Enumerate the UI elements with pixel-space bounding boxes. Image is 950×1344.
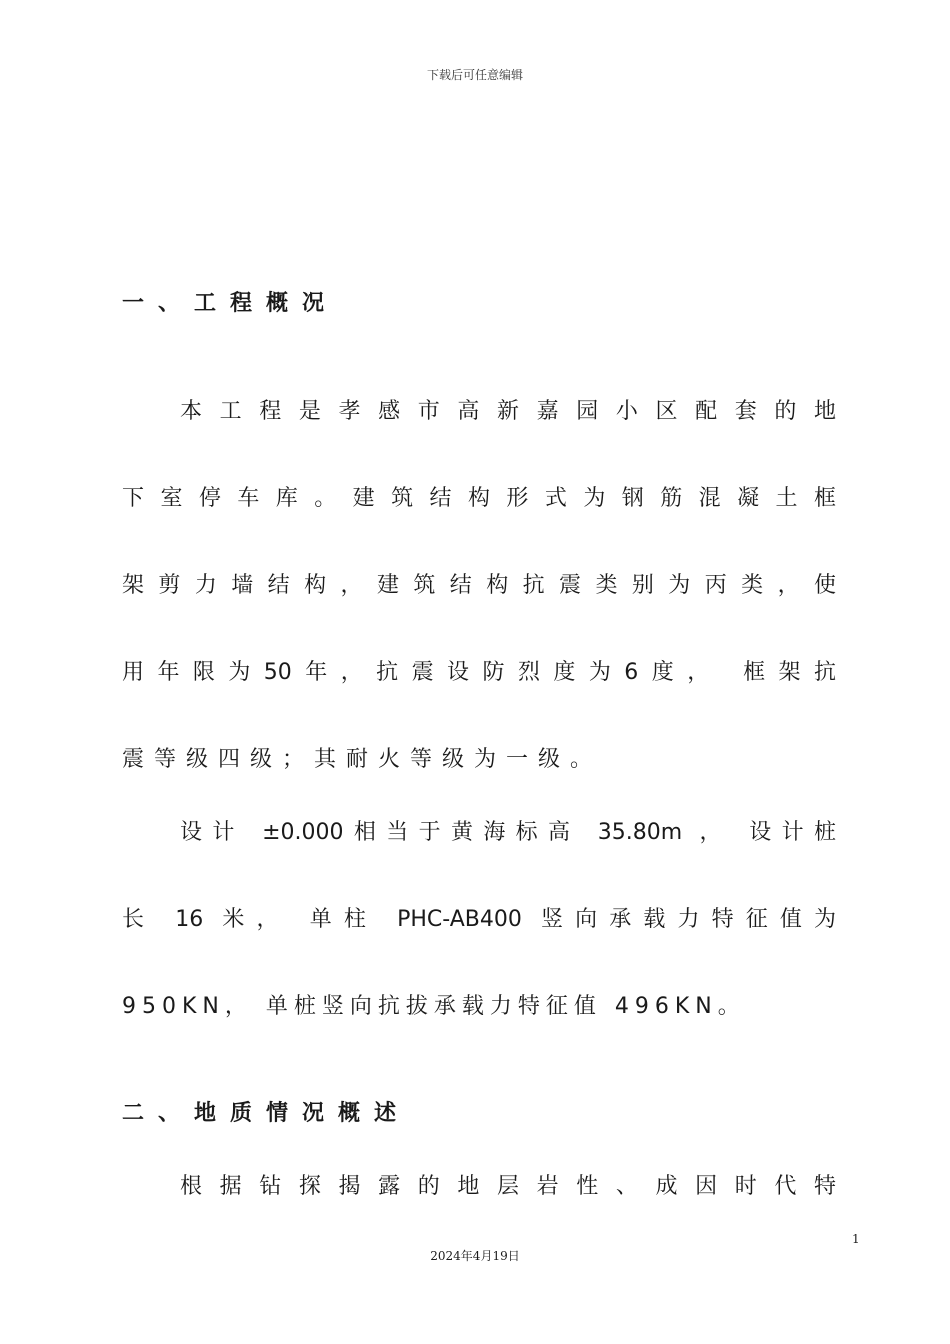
paragraph-line-text: 根据钻探揭露的地层岩性、成因时代特 — [180, 1174, 836, 1199]
paragraph-line — [122, 815, 836, 846]
paragraph-line-text: 设计 ±0.000相当于黄海标高 35.80m ， 设计桩 — [180, 820, 836, 845]
paragraph-line-text: 用年限为50年，抗震设防烈度为6度， 框架抗 — [122, 660, 836, 685]
section-heading-overview: 一、工程概况 — [122, 291, 339, 316]
section-heading-geology: 二、地质情况概述 — [122, 1101, 411, 1126]
page-number: 1 — [852, 1232, 860, 1246]
header-note: 下载后可任意编辑 — [426, 68, 523, 82]
paragraph-line — [122, 902, 836, 933]
paragraph-line-text: 震等级四级；其耐火等级为一级。 — [122, 747, 603, 772]
paragraph-line-text: 本工程是孝感市高新嘉园小区配套的地 — [180, 399, 836, 424]
paragraph-line-text: 长 16 米， 单柱 PHC-AB400 竖向承载力特征值为 — [122, 907, 836, 932]
paragraph-line — [122, 1169, 836, 1200]
paragraph-line — [122, 394, 836, 425]
paragraph-line — [122, 655, 836, 686]
paragraph-line — [122, 742, 836, 773]
footer-date: 2024年4月19日 — [430, 1249, 520, 1263]
paragraph-line-text: 950KN， 单桩竖向抗拔承载力特征值 496KN。 — [122, 994, 746, 1019]
paragraph-line-text: 架剪力墙结构，建筑结构抗震类别为丙类，使 — [122, 573, 836, 598]
paragraph-line — [122, 481, 836, 512]
paragraph-line — [122, 568, 836, 599]
paragraph-line-text: 下室停车库。建筑结构形式为钢筋混凝土框 — [122, 486, 836, 511]
paragraph-line — [122, 989, 836, 1020]
